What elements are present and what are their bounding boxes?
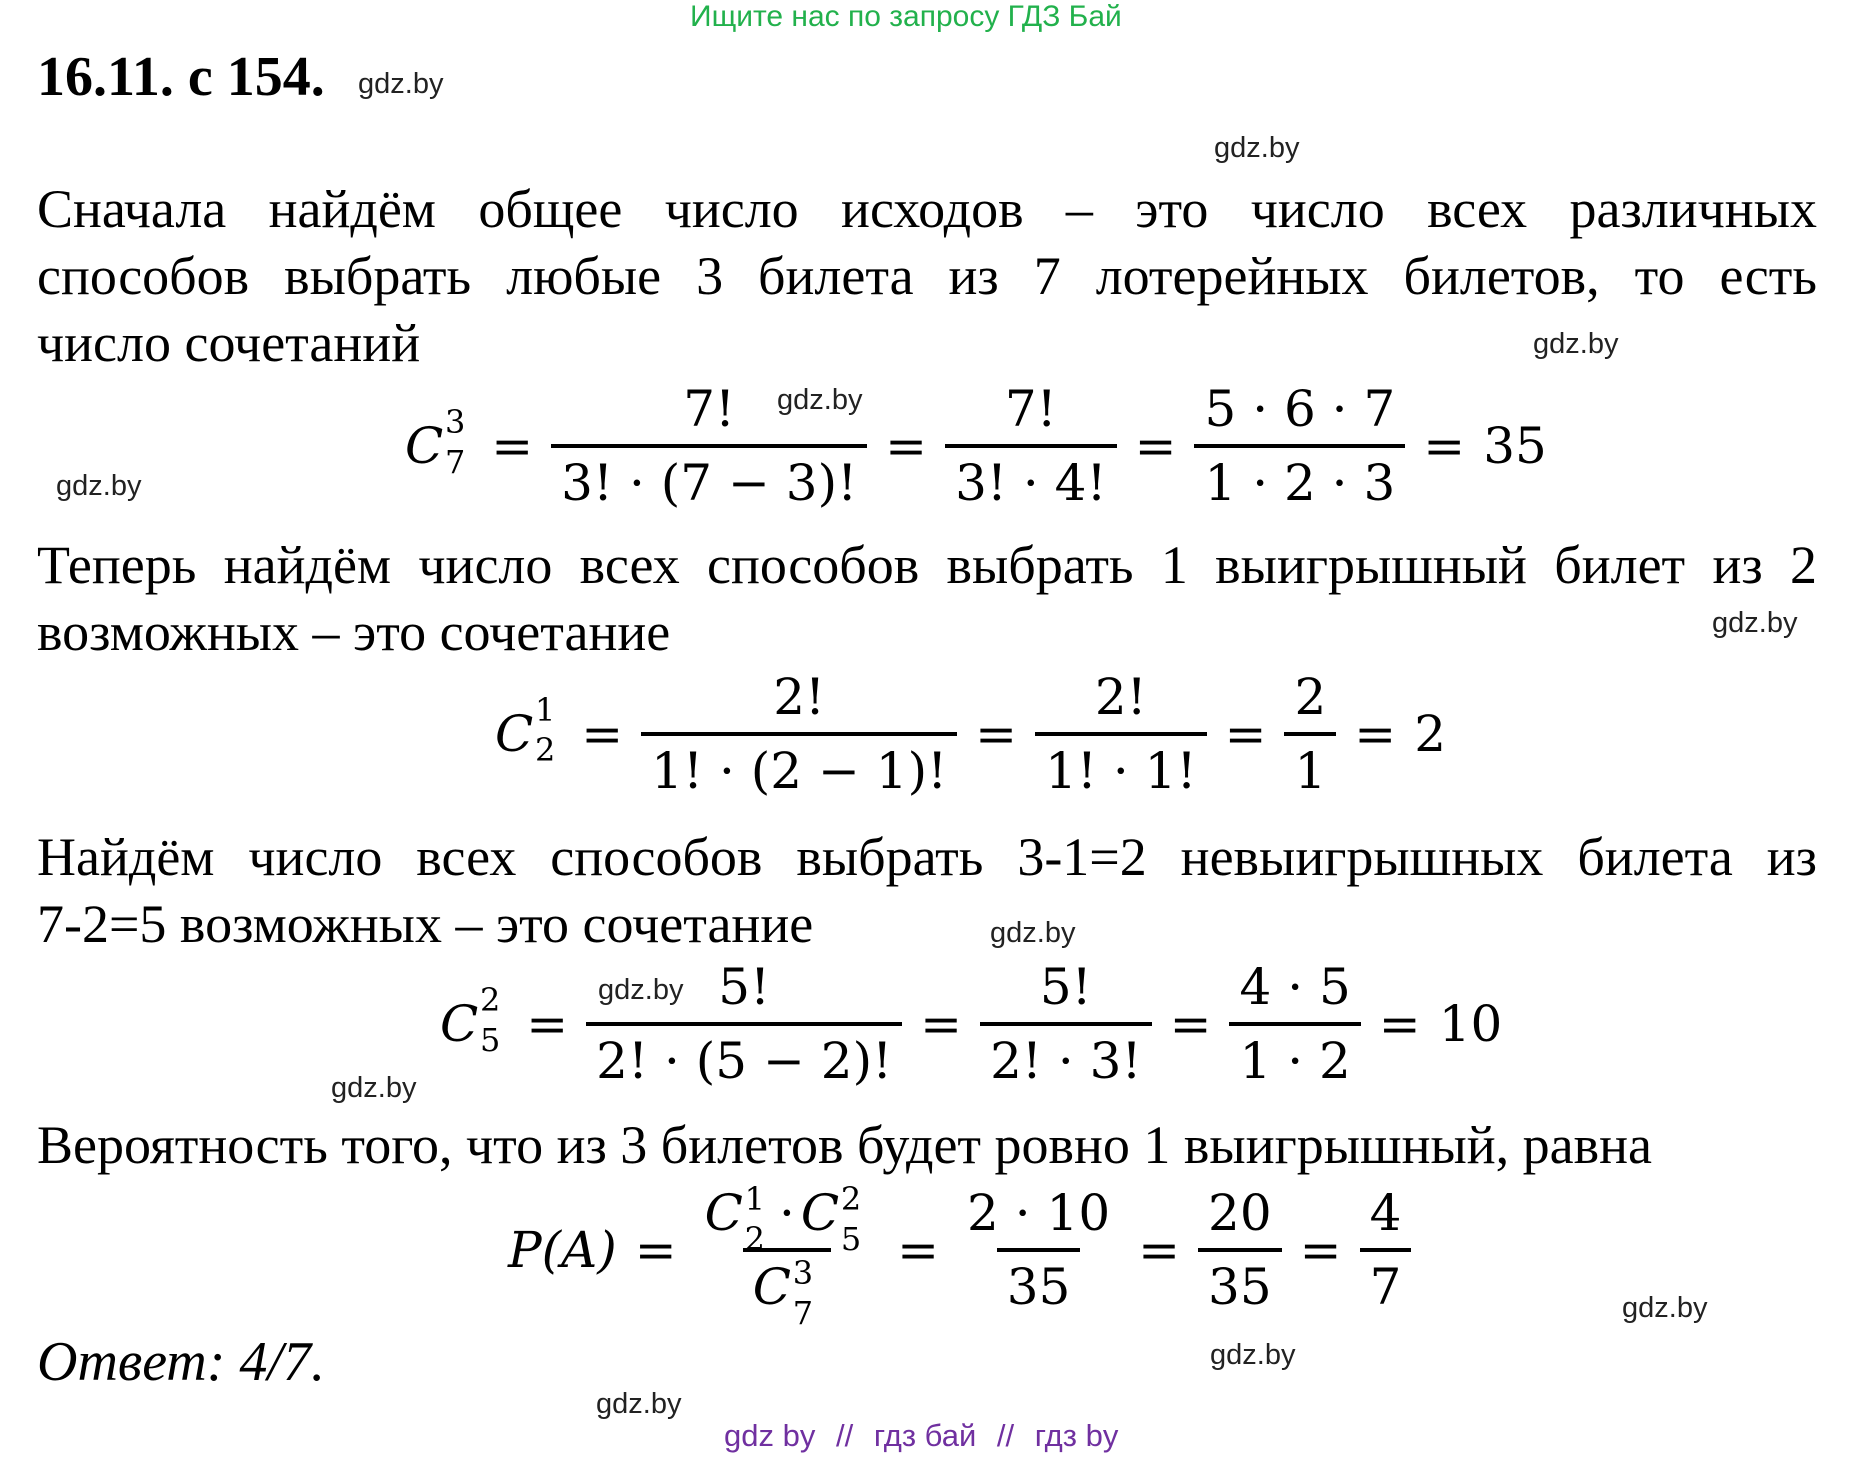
watermark: gdz.by (596, 1388, 682, 1420)
watermark: gdz.by (598, 974, 684, 1006)
footer-link[interactable]: гдз by (1034, 1418, 1119, 1453)
paragraph-line: способов выбрать любые 3 билета из 7 лотерейных билетов, то есть (37, 246, 1817, 306)
paragraph-line: 7-2=5 возможных – это сочетание (37, 894, 814, 954)
fraction: $\frac{5 \cdot 6 \cdot 7}{1 \cdot 2 \cdot 3}$ (1194, 380, 1405, 512)
fraction: $\frac{5!}{2! \cdot (5 - 2)!}$ (586, 958, 902, 1090)
watermark: gdz.by (777, 384, 863, 416)
paragraph-line: Найдём число всех способов выбрать 3-1=2 невыигрышных билета из (37, 827, 1817, 887)
paragraph-line: Сначала найдём общее число исходов – это число всех различных (37, 179, 1817, 239)
footer-separator: // (835, 1418, 854, 1453)
watermark: gdz.by (1712, 607, 1798, 639)
watermark: gdz.by (990, 917, 1076, 949)
fraction: $\frac{7!}{3! \cdot (7 - 3)!}$ (551, 380, 867, 512)
answer: Ответ: 4/7. (37, 1331, 325, 1393)
page-title: 16.11. с 154. (37, 46, 325, 108)
watermark: gdz.by (1622, 1292, 1708, 1324)
formula-c73: C 3 7 = $\frac{7!}{3! \cdot (7 - 3)!}$ = $\frac{7!}{3! \cdot 4!}$ = $\frac{5 \cdot 6 \cdot 7}{1 \cdot 2 \cdot 3}$ = 35 (405, 380, 1547, 512)
combination-symbol: C 2 5 (440, 981, 501, 1059)
watermark: gdz.by (331, 1072, 417, 1104)
fraction: $\frac{7!}{3! \cdot 4!}$ (945, 380, 1117, 512)
formula-c21: C 1 2 = $\frac{2!}{1! \cdot (2 - 1)!}$ = $\frac{2!}{1! \cdot 1!}$ = $\frac{2}{1}$ = 2 (495, 668, 1447, 800)
fraction: $\frac{4 \cdot 5}{1 \cdot 2}$ (1229, 958, 1360, 1090)
formula-result: 35 (1483, 417, 1547, 475)
watermark: gdz.by (56, 470, 142, 502)
formula-probability: P(A) = C 1 2 · C 2 5 C 3 7 = $\frac{2 \cdot 10}{35}$ = $\frac{20}{35}$ = $\frac{4}{7}$ (508, 1184, 1411, 1316)
fraction: $\frac{2}{1}$ (1284, 668, 1336, 800)
watermark: gdz.by (1533, 328, 1619, 360)
fraction: $\frac{4}{7}$ (1360, 1184, 1412, 1316)
formula-result: 2 (1414, 705, 1447, 763)
watermark: gdz.by (358, 68, 444, 100)
formula-result: 10 (1438, 995, 1503, 1053)
paragraph-line: Теперь найдём число всех способов выбрать 1 выигрышный билет из 2 (37, 535, 1817, 595)
fraction: $\frac{2!}{1! \cdot 1!}$ (1035, 668, 1207, 800)
watermark: gdz.by (1210, 1339, 1296, 1371)
footer-separator: // (996, 1418, 1015, 1453)
paragraph-line: возможных – это сочетание (37, 602, 671, 662)
footer-links (718, 1418, 1124, 1454)
footer-link[interactable]: gdz by (724, 1418, 816, 1453)
paragraph-line: число сочетаний (37, 313, 421, 373)
watermark: gdz.by (1214, 132, 1300, 164)
fraction: $\frac{20}{35}$ (1198, 1184, 1282, 1316)
fraction: $\frac{5!}{2! \cdot 3!}$ (980, 958, 1152, 1090)
formula-c52: C 2 5 = $\frac{5!}{2! \cdot (5 - 2)!}$ = $\frac{5!}{2! \cdot 3!}$ = $\frac{4 \cdot 5}{1 \cdot 2}$ = 10 (440, 958, 1503, 1090)
probability-label: P(A) (508, 1221, 617, 1279)
combination-symbol: C 1 2 (495, 691, 556, 769)
fraction: $\frac{2 \cdot 10}{35}$ (967, 1184, 1111, 1316)
fraction: C 1 2 · C 2 5 C 3 7 (704, 1180, 862, 1332)
paragraph-line: Вероятность того, что из 3 билетов будет ровно 1 выигрышный, равна (37, 1115, 1653, 1175)
combination-symbol: C 3 7 (405, 403, 466, 481)
top-banner: Ищите нас по запросу ГДЗ Бай (690, 0, 1122, 33)
fraction: $\frac{2!}{1! \cdot (2 - 1)!}$ (641, 668, 957, 800)
footer-link[interactable]: гдз бай (873, 1418, 977, 1453)
